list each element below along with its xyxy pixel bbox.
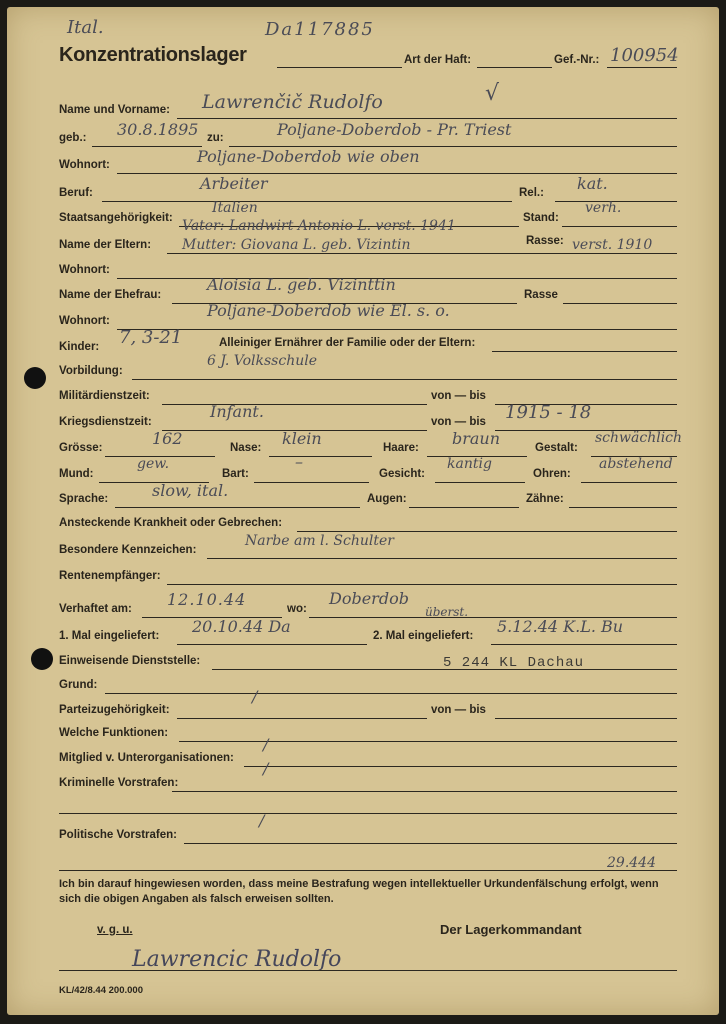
- augen-label: Augen:: [367, 493, 407, 505]
- annotation-ital: Ital.: [67, 17, 104, 38]
- groesse-value: 162: [152, 429, 183, 448]
- mal1-label: 1. Mal eingeliefert:: [59, 630, 160, 642]
- vorbildung-value: 6 J. Volksschule: [207, 353, 318, 369]
- augen-line: [409, 507, 519, 508]
- punch-hole-top: [24, 367, 46, 389]
- unterorg-label: Mitglied v. Unterorganisationen:: [59, 752, 234, 764]
- mund-value: gew.: [137, 456, 170, 472]
- bart-label: Bart:: [222, 468, 249, 480]
- ehefrau-value: Aloisia L. geb. Vizinttin: [207, 275, 396, 294]
- partei-value: /: [252, 687, 258, 706]
- beruf-label: Beruf:: [59, 187, 93, 199]
- prisoner-registration-card: [7, 7, 719, 1015]
- beruf-value: Arbeiter: [200, 174, 268, 193]
- sprache-line: [115, 507, 360, 508]
- verhaftet-value: 12.10.44: [167, 590, 247, 609]
- ohren-line: [581, 482, 677, 483]
- art-der-haft-line: [477, 67, 552, 68]
- militaer-label: Militärdienstzeit:: [59, 390, 150, 402]
- rente-label: Rentenempfänger:: [59, 570, 161, 582]
- name-line: [177, 118, 677, 119]
- zu-label: zu:: [207, 132, 224, 144]
- krieg-years: 1915 - 18: [505, 402, 592, 423]
- wohnort2-label: Wohnort:: [59, 264, 110, 276]
- wo-label: wo:: [287, 603, 307, 615]
- militaer-von-bis: von — bis: [431, 390, 486, 402]
- art-der-haft-label: Art der Haft:: [404, 54, 472, 66]
- gef-nr-line: [607, 67, 677, 68]
- partei-label: Parteizugehörigkeit:: [59, 704, 170, 716]
- checkmark: √: [485, 81, 500, 106]
- kinder-label: Kinder:: [59, 341, 100, 353]
- militaer-line: [162, 404, 427, 405]
- mutter-note: verst. 1910: [572, 237, 653, 253]
- politische-line-2: [59, 870, 677, 871]
- grund-line: [105, 693, 677, 694]
- unterorg-line: [244, 766, 677, 767]
- kriminelle-line-2: [59, 813, 677, 814]
- gef-nr-label: Gef.-Nr.:: [554, 54, 600, 66]
- mal2-line: [491, 644, 677, 645]
- krieg-label: Kriegsdienstzeit:: [59, 416, 152, 428]
- mal1-value: 20.10.44 Da: [192, 617, 291, 636]
- mal1-line: [177, 644, 367, 645]
- kriminelle-line: [172, 791, 677, 792]
- kinder-value: 7, 3-21: [119, 327, 183, 348]
- unterorg-value: /: [263, 735, 269, 754]
- partei-von-bis: von — bis: [431, 704, 486, 716]
- rasse2-line: [563, 303, 677, 304]
- annotation-doc-number: Da117885: [265, 19, 375, 40]
- number-note: 29.444: [607, 855, 656, 871]
- politische-value: /: [259, 811, 265, 830]
- eltern-label: Name der Eltern:: [59, 239, 152, 251]
- haare-value: braun: [452, 429, 501, 448]
- gestalt-value: schwächlich: [595, 430, 683, 446]
- rasse-label: Rasse:: [526, 235, 564, 247]
- kriminelle-value: /: [263, 759, 269, 778]
- ernaehrer-label: Alleiniger Ernährer der Familie oder der Eltern:: [219, 337, 476, 349]
- bart-value: –: [295, 452, 303, 471]
- name-value: Lawrenčič Rudolfo: [202, 91, 383, 113]
- vgu-label: v. g. u.: [97, 924, 133, 936]
- sprache-value: slow, ital.: [152, 481, 229, 500]
- sprache-label: Sprache:: [59, 493, 109, 505]
- gesicht-line: [435, 482, 525, 483]
- gesicht-label: Gesicht:: [379, 468, 426, 480]
- vater-value: Vater: Landwirt Antonio L. verst. 1941: [182, 218, 456, 234]
- kriminelle-label: Kriminelle Vorstrafen:: [59, 777, 179, 789]
- partei-line: [177, 718, 427, 719]
- stand-value: verh.: [585, 200, 622, 216]
- dienststelle-label: Einweisende Dienststelle:: [59, 655, 201, 667]
- funktionen-label: Welche Funktionen:: [59, 727, 169, 739]
- politische-line: [184, 843, 677, 844]
- krieg-value: Infant.: [210, 402, 264, 421]
- kennzeichen-value: Narbe am l. Schulter: [245, 533, 394, 549]
- title-line: [277, 67, 402, 68]
- wo-value: Doberdob: [329, 589, 409, 608]
- prisoner-signature: Lawrencic Rudolfo: [132, 947, 342, 972]
- zaehne-line: [569, 507, 677, 508]
- staats-label: Staatsangehörigkeit:: [59, 212, 173, 224]
- gestalt-label: Gestalt:: [535, 442, 578, 454]
- wohnort3-value: Poljane-Doberdob wie El. s. o.: [207, 301, 450, 320]
- stand-label: Stand:: [523, 212, 559, 224]
- punch-hole-bottom: [31, 648, 53, 670]
- rel-value: kat.: [577, 174, 608, 193]
- funktionen-line: [179, 741, 677, 742]
- mutter-value: Mutter: Giovana L. geb. Vizintin: [182, 237, 411, 253]
- zaehne-label: Zähne:: [526, 493, 564, 505]
- groesse-label: Grösse:: [59, 442, 103, 454]
- politische-label: Politische Vorstrafen:: [59, 829, 178, 841]
- mund-label: Mund:: [59, 468, 94, 480]
- verhaftet-label: Verhaftet am:: [59, 603, 132, 615]
- geb-label: geb.:: [59, 132, 87, 144]
- rasse2-label: Rasse: [524, 289, 558, 301]
- dienststelle-value: 5 244 KL Dachau: [443, 655, 585, 671]
- krankheit-line: [297, 531, 677, 532]
- wohnort2-line: [117, 278, 677, 279]
- wohnort3-line: [117, 329, 677, 330]
- kennzeichen-line: [207, 558, 677, 559]
- form-title: Konzentrationslager: [59, 44, 247, 66]
- wohnort3-label: Wohnort:: [59, 315, 110, 327]
- ohren-value: abstehend: [599, 456, 673, 472]
- ernaehrer-line: [492, 351, 677, 352]
- nase-value: klein: [282, 429, 322, 448]
- rente-line: [167, 584, 677, 585]
- beruf-line: [102, 201, 512, 202]
- mal2-value: 5.12.44 K.L. Bu: [497, 617, 624, 636]
- name-label: Name und Vorname:: [59, 104, 170, 116]
- vorbildung-line: [132, 379, 677, 380]
- nase-label: Nase:: [230, 442, 262, 454]
- mal2-label: 2. Mal eingeliefert:: [373, 630, 474, 642]
- zu-value: Poljane-Doberdob - Pr. Triest: [277, 120, 512, 139]
- eltern-line: [167, 253, 677, 254]
- krankheit-label: Ansteckende Krankheit oder Gebrechen:: [59, 517, 283, 529]
- declaration-text: Ich bin darauf hingewiesen worden, dass meine Bestrafung wegen intellektueller Urkundenfälschung erfolgt, wenn sich die obigen Angaben als falsch erweisen sollten.: [59, 878, 659, 905]
- geb-line: [92, 146, 202, 147]
- lagerkommandant-label: Der Lagerkommandant: [440, 922, 582, 937]
- kennzeichen-label: Besondere Kennzeichen:: [59, 544, 197, 556]
- grund-label: Grund:: [59, 679, 98, 691]
- form-code: KL/42/8.44 200.000: [59, 985, 143, 996]
- rel-label: Rel.:: [519, 187, 544, 199]
- haare-label: Haare:: [383, 442, 419, 454]
- mal2-note: überst.: [425, 605, 469, 619]
- wohnort-label: Wohnort:: [59, 159, 110, 171]
- geb-value: 30.8.1895: [117, 120, 199, 139]
- gesicht-value: kantig: [447, 456, 492, 472]
- stand-line: [562, 226, 677, 227]
- wohnort-value: Poljane-Doberdob wie oben: [197, 147, 420, 166]
- vorbildung-label: Vorbildung:: [59, 365, 123, 377]
- nase-line: [269, 456, 372, 457]
- ohren-label: Ohren:: [533, 468, 571, 480]
- partei-von-bis-line: [495, 718, 677, 719]
- signature-line: [59, 970, 677, 971]
- krieg-von-bis: von — bis: [431, 416, 486, 428]
- staats-value: Italien: [212, 200, 258, 216]
- ehefrau-label: Name der Ehefrau:: [59, 289, 162, 301]
- gef-nr-value: 100954: [610, 45, 679, 66]
- bart-line: [254, 482, 369, 483]
